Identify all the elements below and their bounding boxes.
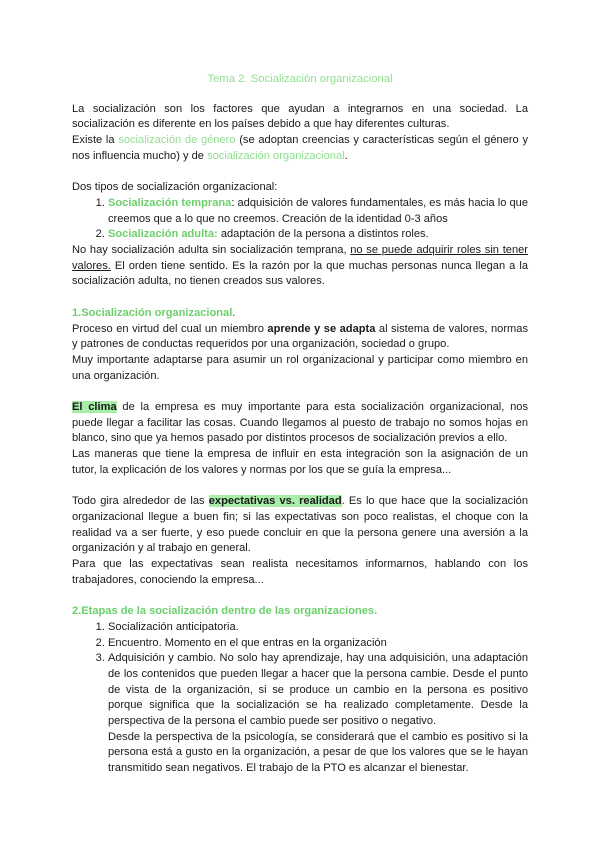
para-text: . Es lo que hace que la socialización organizacional llegue a buen fin; si las expectativas son poco realistas, el choque con la realidad va a ser fuerte, y eso puede concluir en que la persona genere una aversión a la organización y al trabajo en general. — [72, 495, 528, 555]
section-1-paragraph-2: Muy importante adaptarse para asumir un rol organizacional y participar como miembro en una organización. — [72, 353, 528, 382]
list-item — [108, 196, 528, 227]
tipos-lead: Dos tipos de socialización organizacional: — [72, 181, 278, 194]
socializacion-organizacional-link: socialización organizacional — [207, 149, 345, 162]
intro-paragraph-1: La socialización son los factores que ayudan a integrarnos en una sociedad. La socialización es diferente en los países debido a que hay diferentes culturas. — [72, 102, 528, 131]
list-item — [108, 227, 528, 243]
para-text: No hay socialización adulta sin socialización temprana, — [72, 244, 351, 257]
intro-text: (se adoptan creencias y características según el género y nos influencia mucho) y de — [72, 134, 528, 162]
para-text: Proceso en virtud del cual un miembro — [72, 322, 268, 335]
heading-dot: . — [232, 306, 236, 319]
intro-paragraph-2 — [72, 133, 528, 164]
para-text: El orden tiene sentido. Es la razón por la que muchas personas nunca llegan a la socialización adulta, no tienen creados sus valores. — [72, 259, 528, 288]
intro-text: Existe la — [72, 134, 119, 147]
expectativas-paragraph — [72, 494, 528, 557]
tipos-after-paragraph — [72, 243, 528, 290]
section-1-paragraph-3: Las maneras que tiene la empresa de influir en esta integración son la asignación de un tutor, la explicación de los valores y normas por los que se guía la empresa... — [72, 448, 528, 476]
para-text: al sistema de valores, normas y patrones de conductas requeridos por una organización, sociedad o grupo. — [72, 322, 528, 351]
heading-text: 1.Socialización organizacional — [72, 306, 233, 319]
list-item: 3. Adquisición y cambio. No solo hay aprendizaje, hay una adquisición, una adaptación de los contenidos que pueden llegar a hacer que la persona cambie. Desde el punto de vista de la organización, si se produce un cambio en la persona es positivo porque significa que la socialización se ha realizado completamente. Desde la perspectiva de la persona el cambio puede ser positivo o negativo. — [108, 651, 528, 730]
clima-highlight: El clima — [72, 401, 117, 414]
intro-text: . — [344, 149, 348, 162]
item-text: adaptación de la persona a distintos roles. — [217, 228, 429, 241]
clima-paragraph — [72, 400, 528, 447]
list-item: 2. Encuentro. Momento en el que entras en la organización — [108, 636, 528, 652]
etapas-list — [72, 620, 528, 730]
term-temprana: Socialización temprana — [108, 196, 232, 209]
etapas-extra-paragraph: Desde la perspectiva de la psicología, se considerará que el cambio es positivo si la persona está a gusto en la organización, a pesar de que los valores que se le hayan transmitido sean negativos. El trabajo de la PTO es alcanzar el bienestar. — [108, 730, 528, 775]
socializacion-genero-link: socialización de género — [118, 134, 236, 147]
section-1-heading — [72, 306, 528, 322]
underlined-text: no se puede adquirir roles sin tener valores. — [72, 244, 528, 272]
section-2-heading: 2.Etapas de la socialización dentro de las organizaciones. — [72, 605, 378, 618]
expectativas-highlight: expectativas vs. realidad — [208, 495, 342, 508]
para-text: Todo gira alrededor de las — [72, 495, 209, 508]
item-text: : adquisición de valores fundamentales, es más hacia lo que creemos que a lo que no creemos. Creación de la identidad 0-3 años — [108, 196, 528, 225]
section-1-paragraph-1 — [72, 322, 528, 353]
term-adulta: Socialización adulta: — [108, 228, 218, 241]
document-title: Tema 2. Socialización organizacional — [207, 73, 393, 85]
tipos-list — [72, 196, 528, 243]
list-item: 1. Socialización anticipatoria. — [108, 620, 528, 636]
bold-text: aprende y se adapta — [267, 322, 376, 335]
para-text: de la empresa es muy importante para esta socialización organizacional, nos puede llegar a facilitar las cosas. Cuando llegamos al puesto de trabajo no somos hojas en blanco, sino que ya hemos pasado por distintos procesos de socialización previos a ello. — [72, 401, 528, 445]
section-1-paragraph-5: Para que las expectativas sean realista necesitamos informarnos, hablando con los trabajadores, conociendo la empresa... — [72, 558, 528, 586]
